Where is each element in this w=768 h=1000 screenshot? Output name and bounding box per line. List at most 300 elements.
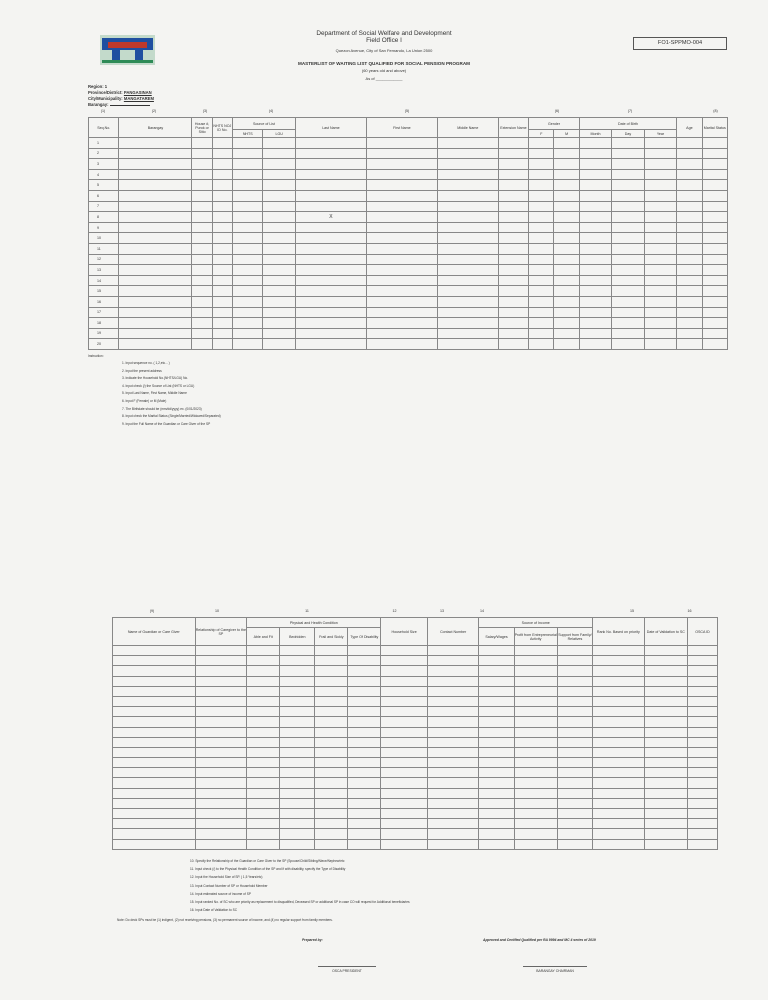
table-cell [529,286,554,297]
table-cell [579,286,611,297]
table-cell [644,318,676,329]
table-cell [593,829,645,839]
instruction-item: 2. Input the present address [122,368,162,373]
table-cell [677,296,702,307]
prepared-signature-line [318,966,376,967]
table-cell [280,798,315,808]
table-cell [119,265,192,276]
table-cell [579,159,611,170]
table-cell [348,788,381,798]
instruction-item: 7. The Birthdate should be (mm/dd/yyyy) ex. (0/01/2023) [122,406,202,411]
table-cell [644,265,676,276]
table-cell [644,243,676,254]
table-cell [644,180,676,191]
table-cell [233,222,263,233]
instruction-item: 1. Input sequence no. ( 1,2,etc... ) [122,361,170,365]
table-cell [113,666,196,676]
table-cell [280,819,315,829]
table-cell [348,829,381,839]
table-cell [348,686,381,696]
header-rank: Rank No. Based on priority [593,618,645,646]
table-cell [263,222,295,233]
table-cell [212,222,232,233]
table-cell [315,656,348,666]
col-num: 11 [305,609,309,613]
table-cell [233,180,263,191]
table-cell [295,296,366,307]
table-cell [702,169,727,180]
table-row [89,243,728,254]
seq-cell: 7 [89,201,119,212]
table-cell [644,656,687,666]
table-cell [702,138,727,149]
header-extension: Extension Name [498,118,528,138]
table-cell [263,307,295,318]
table-cell [612,159,644,170]
mark-cell: X [295,212,366,223]
table-cell [366,180,437,191]
office-address: Quezon Avenue, City of San Fernando, La Union 2500 [335,48,433,53]
header-bedridden: Bedridden [280,628,315,646]
header-contact: Contact Number [427,618,479,646]
table-cell [366,148,437,159]
table-cell [554,201,579,212]
table-cell [195,646,247,656]
table-cell [280,666,315,676]
table-cell [280,778,315,788]
table-row [89,180,728,191]
table-cell [687,819,717,829]
table-cell [554,307,579,318]
table-cell [612,169,644,180]
table-cell [247,747,280,757]
table-cell [192,275,212,286]
table-row [89,190,728,201]
table-cell [677,148,702,159]
table-cell [612,222,644,233]
header-middle-name: Middle Name [437,118,498,138]
table-cell [427,656,479,666]
table-cell [702,190,727,201]
table-cell [212,328,232,339]
table-cell [437,243,498,254]
table-cell [529,318,554,329]
table-cell [612,201,644,212]
table-cell [195,778,247,788]
table-cell [437,254,498,265]
table-cell [479,839,514,849]
table-cell [554,275,579,286]
table-cell [612,148,644,159]
table-cell [263,201,295,212]
table-cell [687,809,717,819]
table-cell [612,190,644,201]
barangay-label: Barangay: [88,102,109,107]
table-cell [554,233,579,244]
table-cell [644,707,687,717]
table-cell [427,778,479,788]
table-cell [557,758,592,768]
table-cell [514,666,557,676]
table-cell [119,212,192,223]
instruction-item: 14. Input estimated source of income of SP [190,891,251,896]
table-cell [687,656,717,666]
table-cell [514,646,557,656]
table-row [89,201,728,212]
table-cell [529,339,554,350]
form-code-box: FO1-SPPMO-004 [633,37,727,50]
seq-cell: 17 [89,307,119,318]
table-cell [677,286,702,297]
table-cell [247,768,280,778]
table-cell [612,339,644,350]
table-cell [593,676,645,686]
table-cell [381,656,427,666]
table-cell [529,265,554,276]
table-cell [677,307,702,318]
table-cell [579,169,611,180]
table-cell [192,265,212,276]
table-cell [612,307,644,318]
table-cell [295,159,366,170]
table-cell [247,666,280,676]
table-cell [348,727,381,737]
table-cell [644,778,687,788]
table-cell [593,666,645,676]
table-cell [557,707,592,717]
table-cell [427,829,479,839]
table-cell [557,819,592,829]
table-cell [687,717,717,727]
table-cell [702,201,727,212]
table-cell [677,159,702,170]
table-cell [212,190,232,201]
table-cell [479,747,514,757]
table-cell [233,286,263,297]
table-cell [557,666,592,676]
table-cell [348,839,381,849]
table-cell [233,307,263,318]
table-cell [427,707,479,717]
table-cell [427,717,479,727]
table-cell [677,275,702,286]
table-cell [381,646,427,656]
table-cell [479,676,514,686]
table-cell [195,788,247,798]
col-num: 12 [392,609,397,613]
table-row [113,686,718,696]
instruction-label: Instruction: [88,354,104,358]
table-cell [366,286,437,297]
table-cell [687,676,717,686]
col-num: (1) [100,109,106,113]
col-num: 10 [215,609,219,613]
table-cell [315,768,348,778]
instruction-item: 15. Input ranked No. of SC who are priority as replacement to disqualified, Deceased SP or additional SP in case CO will request for Additional beneficiaries [190,900,410,905]
table-cell [113,717,196,727]
table-cell [113,778,196,788]
table-cell [233,318,263,329]
table-cell [427,798,479,808]
table-cell [677,233,702,244]
approved-label: Approved and Certified Qualified per RA 9994 and MC 4 series of 2019 [483,938,596,942]
header-seq: Seq.No. [89,118,119,138]
table-cell [263,243,295,254]
header-year: Year [644,130,676,138]
table-cell [687,747,717,757]
table-cell [498,190,528,201]
table-row [89,286,728,297]
table-cell [195,656,247,666]
table-cell [233,233,263,244]
instruction-item: 12. Input the Household Size of SP. ( 1,5 Years/etc) [190,875,263,880]
header-physical: Physical and Health Condition [247,618,381,628]
table-cell [702,318,727,329]
table-cell [113,839,196,849]
table-cell [479,809,514,819]
table-cell [514,676,557,686]
table-cell [554,339,579,350]
region-line [88,84,107,89]
table-cell [195,758,247,768]
table-cell [295,339,366,350]
table-cell [315,707,348,717]
header-dob: Date of Birth [579,118,676,130]
col-num: (9) [149,609,155,613]
table-cell [119,138,192,149]
table-cell [113,819,196,829]
table-row [89,307,728,318]
table-cell [192,318,212,329]
table-cell [554,148,579,159]
table-cell [119,190,192,201]
table-row [113,666,718,676]
table-cell [280,676,315,686]
table-cell [479,819,514,829]
table-cell [702,222,727,233]
table-cell [212,233,232,244]
table-cell [437,286,498,297]
table-cell [677,265,702,276]
table-cell [612,243,644,254]
table-row [113,788,718,798]
table-cell [498,180,528,191]
col-num: (2) [151,109,157,113]
table-cell [687,839,717,849]
seq-cell: 19 [89,328,119,339]
table-cell [529,148,554,159]
table-cell [348,656,381,666]
table-cell [437,307,498,318]
table-cell [702,212,727,223]
table-cell [381,758,427,768]
table-cell [514,686,557,696]
instruction-item: 16. Input Date of Validation to SC [190,908,238,913]
table-cell [687,727,717,737]
table-cell [437,190,498,201]
table-cell [247,819,280,829]
seq-cell: 2 [89,148,119,159]
table-cell [593,737,645,747]
table-cell [113,788,196,798]
table-cell [195,768,247,778]
table-cell [348,778,381,788]
table-cell [479,666,514,676]
table-cell [366,275,437,286]
table-row [89,212,728,223]
table-cell [687,798,717,808]
table-cell [529,159,554,170]
table-cell [119,328,192,339]
city-line [88,96,154,101]
table-cell [554,212,579,223]
table-cell [315,717,348,727]
table-cell [348,676,381,686]
table-cell [381,788,427,798]
col-num: 16 [687,609,692,613]
table-cell [427,646,479,656]
seq-cell: 10 [89,233,119,244]
table-cell [315,839,348,849]
table-cell [557,656,592,666]
table-cell [119,275,192,286]
table-row [89,296,728,307]
table-cell [579,233,611,244]
table-cell [557,676,592,686]
table-cell [233,328,263,339]
table-cell [280,747,315,757]
table-cell [529,275,554,286]
table-cell [644,286,676,297]
table-cell [557,686,592,696]
table-cell [233,265,263,276]
table-cell [644,296,676,307]
table-cell [579,254,611,265]
table-cell [612,212,644,223]
table-cell [437,318,498,329]
table-cell [498,169,528,180]
instruction-item: 11. Input check (/) to the Physical Health Condition of the SP and if with disability, specify the Type of Disability [190,867,346,872]
table-cell [514,798,557,808]
table-cell [702,296,727,307]
col-num: 14 [480,609,484,613]
seq-cell: 18 [89,318,119,329]
table-cell [247,707,280,717]
table-cell [644,829,687,839]
table-cell [557,839,592,849]
instruction-item: 13. Input Contact Number of SP or Household Member [190,883,268,888]
table-cell [593,768,645,778]
table-cell [263,275,295,286]
seq-cell: 1 [89,138,119,149]
table-cell [687,686,717,696]
table-cell [212,159,232,170]
province-value: PANGASINAN [123,90,152,95]
table-cell [366,243,437,254]
table-cell [687,696,717,706]
table-cell [212,148,232,159]
table-row [113,717,718,727]
table-cell [593,707,645,717]
document-subtitle: (60 years old and above) [361,68,407,73]
table-cell [192,148,212,159]
table-cell [366,318,437,329]
table-cell [677,169,702,180]
table-cell [437,339,498,350]
table-cell [366,296,437,307]
table-cell [612,296,644,307]
table-cell [612,265,644,276]
table-cell [233,254,263,265]
table-cell [280,646,315,656]
table-cell [687,778,717,788]
table-cell [280,686,315,696]
seq-cell: 6 [89,190,119,201]
seq-cell: 14 [89,275,119,286]
table-cell [381,798,427,808]
table-cell [437,159,498,170]
table-cell [247,696,280,706]
table-cell [479,727,514,737]
table-cell [212,339,232,350]
table-cell [514,839,557,849]
header-day: Day [612,130,644,138]
table-row [89,159,728,170]
table-cell [427,788,479,798]
table-cell [295,180,366,191]
table-cell [644,275,676,286]
table-cell [437,222,498,233]
table-cell [381,737,427,747]
approved-title: BARANGAY CHAIRMAN [536,969,574,973]
col-num: 15 [630,609,634,613]
table-row [89,169,728,180]
seq-cell: 11 [89,243,119,254]
table-cell [554,254,579,265]
city-label: City/Municipality: [88,96,123,101]
table-cell [348,747,381,757]
table-cell [557,829,592,839]
table-row [89,222,728,233]
table-cell [212,296,232,307]
header-support: Support from Family/ Relatives [557,628,592,646]
table-cell [427,768,479,778]
col-num: (8) [713,109,718,113]
table-cell [612,233,644,244]
table-cell [514,727,557,737]
table-cell [557,809,592,819]
table-cell [644,339,676,350]
prepared-by-label: Prepared by: [302,938,323,942]
table-cell [498,243,528,254]
instruction-item: 6. Input F (Female) or M (Male) [122,398,167,403]
table-cell [280,829,315,839]
table-cell [579,318,611,329]
table-cell [593,758,645,768]
table-cell [529,212,554,223]
table-cell [593,686,645,696]
table-cell [554,138,579,149]
table-cell [593,778,645,788]
table-cell [192,339,212,350]
table-cell [579,222,611,233]
table-cell [247,686,280,696]
eligibility-note: Note: Do deck SPs must be (1) indigent, (2) not receiving pensions, (3) no permanent source of income, and (4) no regular support from family members. [117,918,333,922]
table-cell [557,798,592,808]
table-cell [437,212,498,223]
table-cell [554,180,579,191]
table-cell [366,138,437,149]
